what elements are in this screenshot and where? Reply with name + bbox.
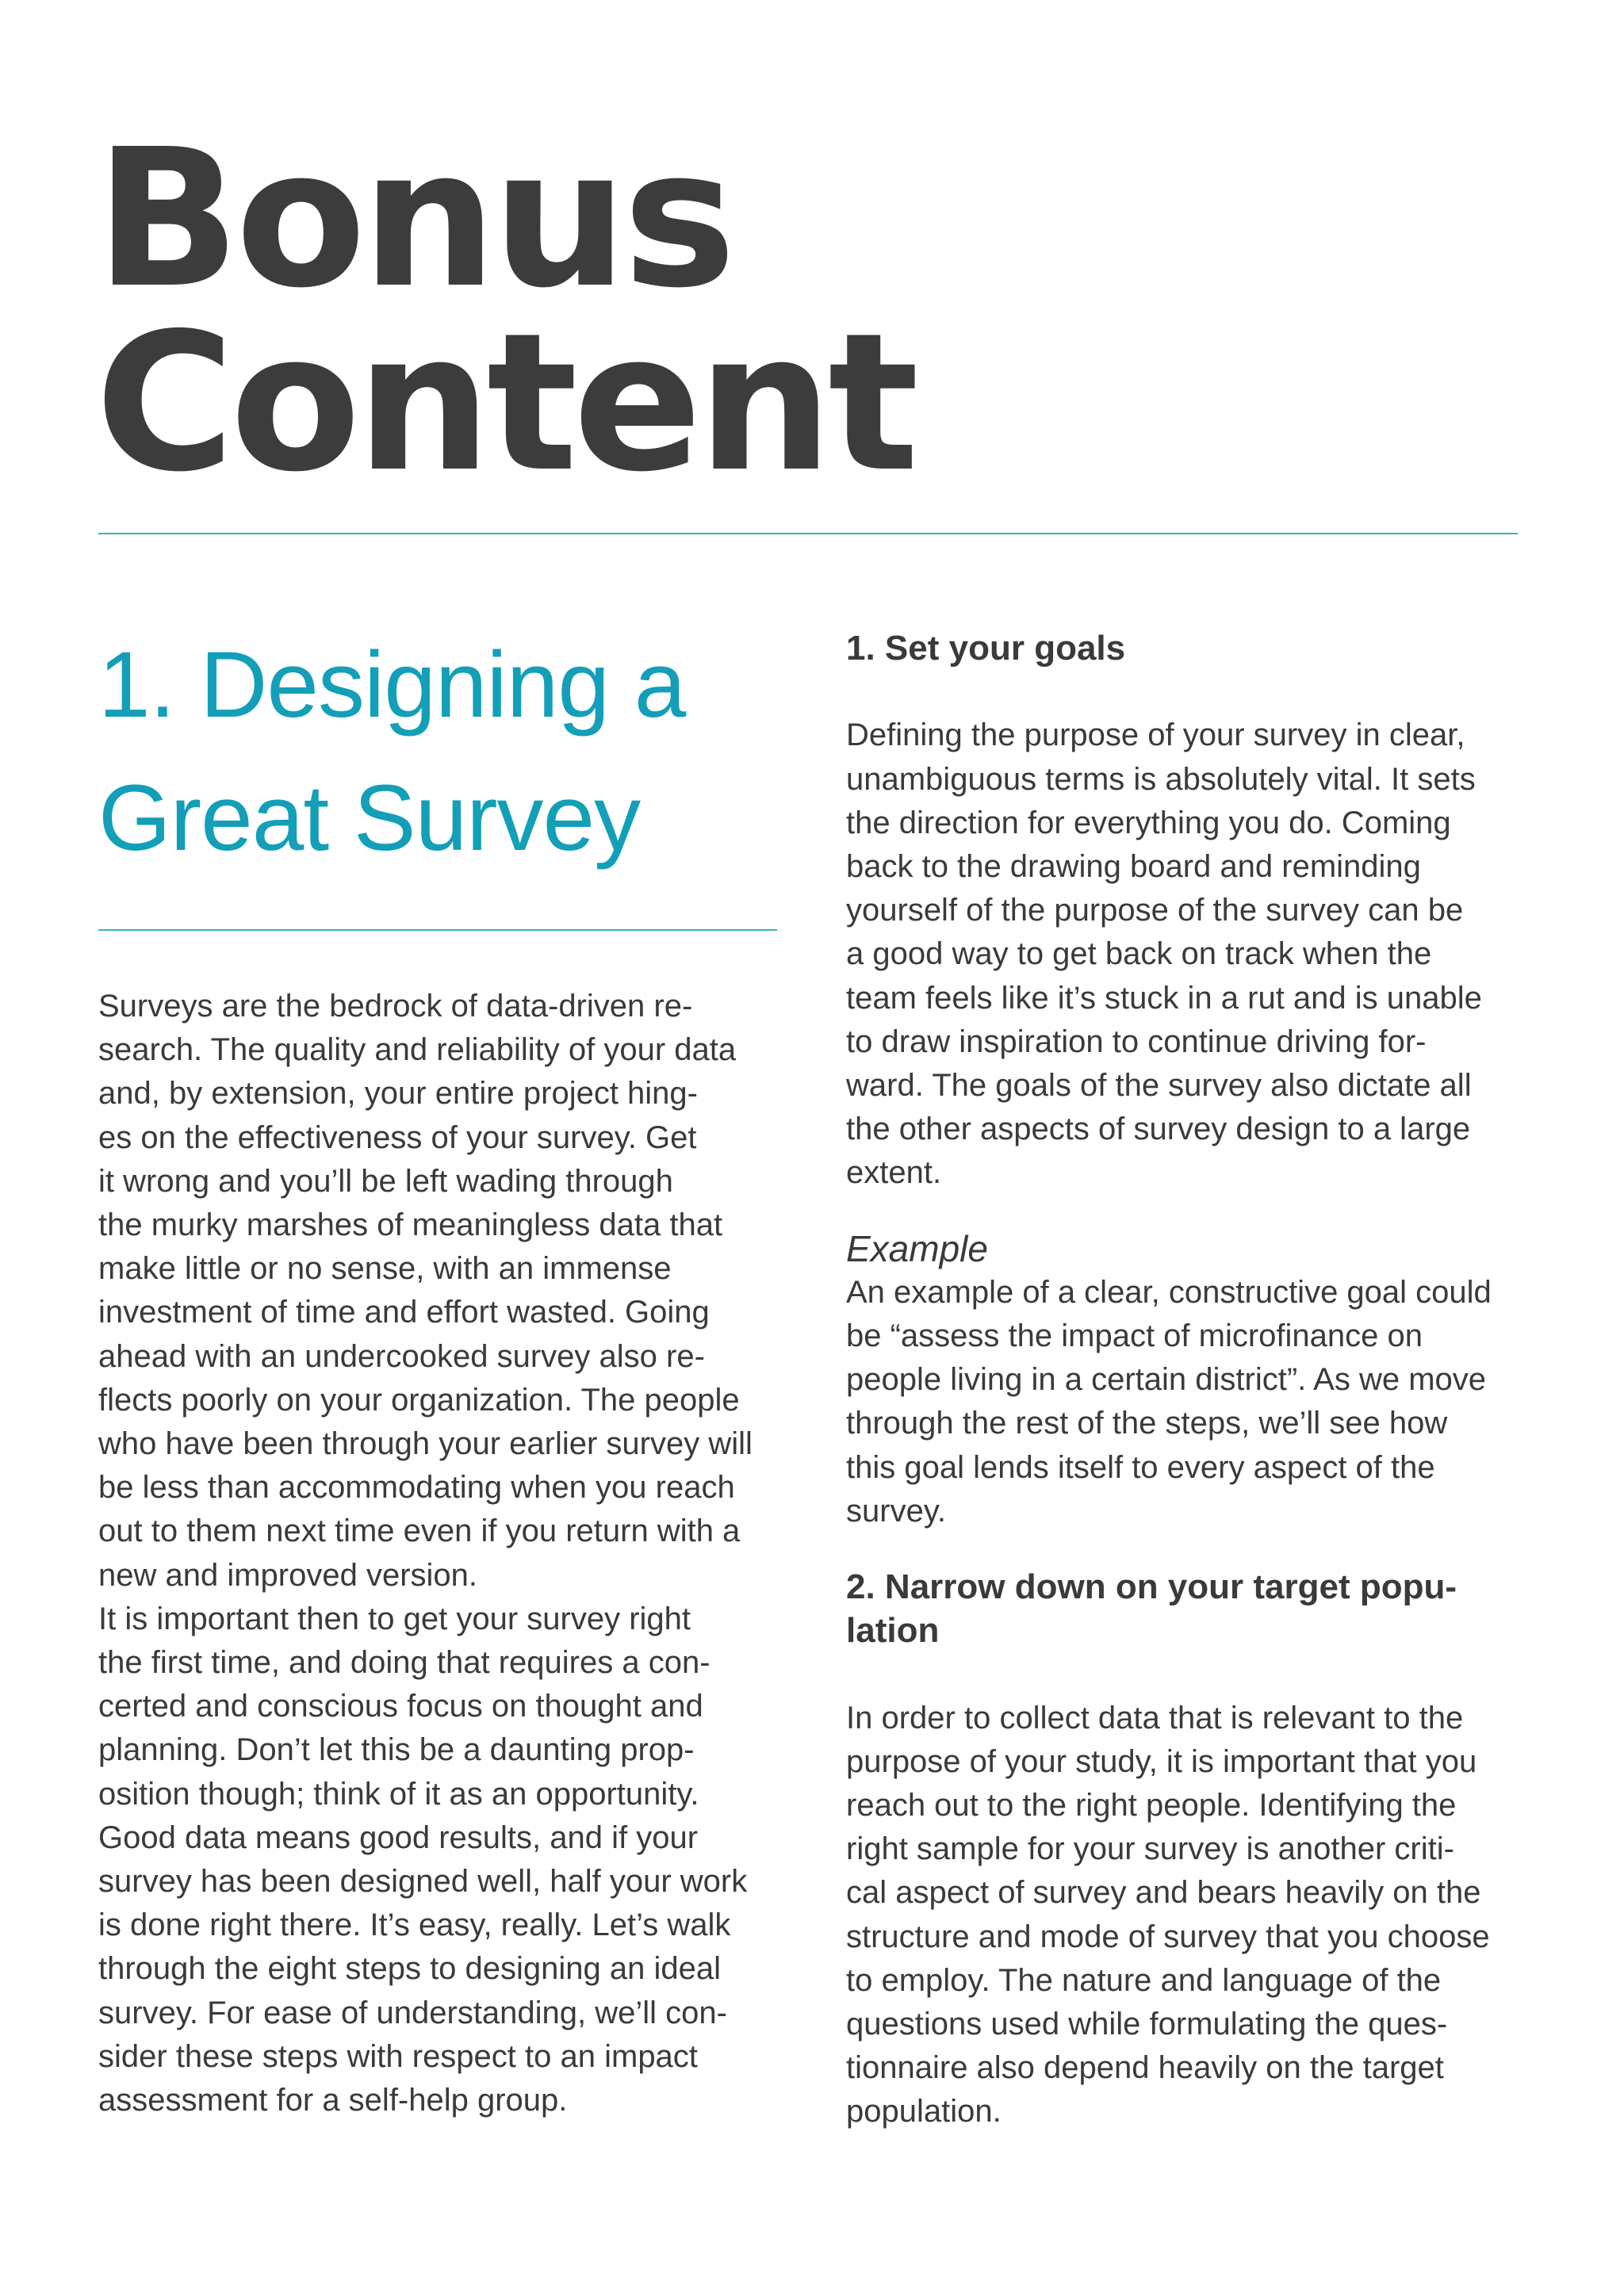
- example-body: [846, 1271, 1544, 1533]
- step2-heading-line-2: lation: [846, 1611, 940, 1651]
- example-line: be “assess the impact of microfinance on: [846, 1318, 1423, 1354]
- intro-line: flects poorly on your organization. The people: [98, 1382, 740, 1418]
- step1-line: yourself of the purpose of the survey can be: [846, 893, 1464, 928]
- step1-line: team feels like it’s stuck in a rut and is unable: [846, 980, 1482, 1016]
- step1-body: [846, 714, 1544, 1195]
- intro-line: certed and conscious focus on thought and: [98, 1689, 703, 1724]
- intro-line: through the eight steps to designing an ideal: [98, 1951, 722, 1987]
- step2-line: right sample for your survey is another criti-: [846, 1831, 1454, 1867]
- intro-line: It is important then to get your survey right: [98, 1601, 691, 1636]
- intro-line: out to them next time even if you return with a: [98, 1513, 741, 1549]
- example-line: survey.: [846, 1493, 946, 1529]
- intro-line: es on the effectiveness of your survey. Get: [98, 1119, 697, 1155]
- step2-heading-line-1: 2. Narrow down on your target popu-: [846, 1567, 1457, 1607]
- intro-line: search. The quality and reliability of your data: [98, 1032, 737, 1068]
- page-title: [95, 108, 914, 514]
- section-divider: [98, 929, 777, 931]
- example-line: people living in a certain district”. As we move: [846, 1362, 1487, 1398]
- section-title-line-1: 1. Designing a: [98, 633, 686, 737]
- intro-line: planning. Don’t let this be a daunting prop-: [98, 1732, 695, 1768]
- step1-line: to draw inspiration to continue driving for-: [846, 1024, 1427, 1059]
- intro-line: new and improved version.: [98, 1557, 478, 1593]
- title-divider: [98, 533, 1518, 534]
- spacer: [846, 1196, 1544, 1227]
- section-title: [98, 618, 796, 885]
- intro-line: investment of time and effort wasted. Going: [98, 1295, 710, 1330]
- example-line: this goal lends itself to every aspect of the: [846, 1449, 1435, 1485]
- spacer: [846, 1652, 1544, 1696]
- intro-line: be less than accommodating when you reach: [98, 1470, 735, 1506]
- step2-line: structure and mode of survey that you choose: [846, 1919, 1490, 1954]
- left-column: [98, 618, 796, 885]
- step2-heading: [846, 1565, 1544, 1652]
- step1-line: unambiguous terms is absolutely vital. It sets: [846, 761, 1476, 797]
- example-label: Example: [846, 1227, 988, 1269]
- step2-line: tionnaire also depend heavily on the target: [846, 2050, 1444, 2086]
- intro-line: sider these steps with respect to an impact: [98, 2038, 698, 2074]
- step1-line: back to the drawing board and reminding: [846, 849, 1421, 884]
- right-column: [846, 626, 1544, 2134]
- intro-line: survey has been designed well, half your work: [98, 1864, 748, 1900]
- step1-heading: [846, 626, 1544, 670]
- step1-line: the other aspects of survey design to a large: [846, 1112, 1471, 1147]
- step2-line: reach out to the right people. Identifying the: [846, 1788, 1457, 1823]
- page-title-line-2: Content: [95, 292, 914, 514]
- example-line: through the rest of the steps, we’ll see how: [846, 1406, 1448, 1441]
- step2-line: population.: [846, 2094, 1002, 2130]
- intro-line: the first time, and doing that requires a con-: [98, 1645, 710, 1681]
- intro-line: ahead with an undercooked survey also re-: [98, 1338, 705, 1374]
- step1-heading-text: 1. Set your goals: [846, 629, 1126, 668]
- intro-line: it wrong and you’ll be left wading through: [98, 1163, 673, 1199]
- step1-line: the direction for everything you do. Coming: [846, 805, 1451, 840]
- intro-line: Good data means good results, and if your: [98, 1820, 699, 1855]
- step1-line: Defining the purpose of your survey in clear,: [846, 718, 1465, 753]
- step2-body: [846, 1697, 1544, 2134]
- intro-paragraph: [98, 985, 812, 2122]
- step2-line: questions used while formulating the ques-: [846, 2007, 1448, 2042]
- page-title-line-1: Bonus: [95, 108, 732, 330]
- intro-line: Surveys are the bedrock of data-driven re-: [98, 989, 693, 1024]
- section-title-line-2: Great Survey: [98, 766, 641, 871]
- intro-line: the murky marshes of meaningless data that: [98, 1207, 723, 1243]
- intro-line: who have been through your earlier survey will: [98, 1426, 753, 1462]
- intro-body: [98, 985, 812, 2122]
- step2-line: purpose of your study, it is important that you: [846, 1743, 1477, 1779]
- step2-line: cal aspect of survey and bears heavily on the: [846, 1875, 1481, 1911]
- step1-line: ward. The goals of the survey also dictate all: [846, 1068, 1472, 1104]
- step2-line: In order to collect data that is relevant to the: [846, 1700, 1464, 1735]
- step2-line: to employ. The nature and language of the: [846, 1962, 1442, 1998]
- spacer: [846, 670, 1544, 714]
- example-line: An example of a clear, constructive goal could: [846, 1274, 1492, 1310]
- intro-line: survey. For ease of understanding, we’ll con-: [98, 1995, 727, 2030]
- intro-line: and, by extension, your entire project hing-: [98, 1076, 698, 1112]
- intro-line: assessment for a self-help group.: [98, 2083, 568, 2118]
- step1-line: a good way to get back on track when the: [846, 936, 1432, 972]
- intro-line: osition though; think of it as an opportunity.: [98, 1776, 699, 1812]
- step1-line: extent.: [846, 1155, 942, 1191]
- spacer: [846, 1533, 1544, 1565]
- intro-line: is done right there. It’s easy, really. Let’s walk: [98, 1908, 731, 1943]
- intro-line: make little or no sense, with an immense: [98, 1251, 672, 1287]
